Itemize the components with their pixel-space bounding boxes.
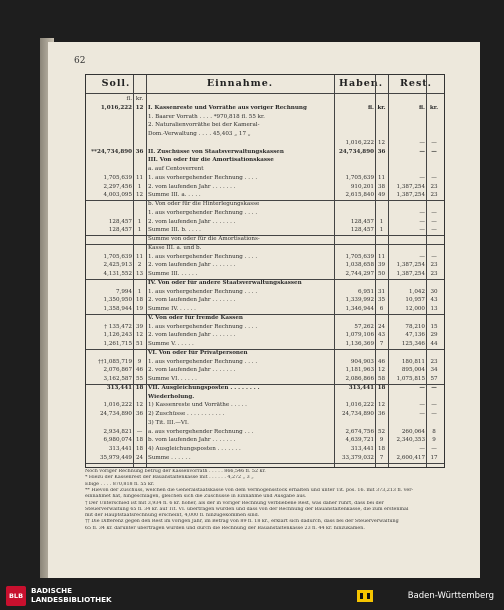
table-row: [86, 455, 444, 462]
table-row: [86, 192, 444, 199]
cell-r1: 1,042: [408, 288, 425, 295]
cell-s1: 35,979,449: [99, 454, 132, 461]
cell-r1: —: [419, 209, 425, 216]
cell-r1: —: [419, 384, 425, 391]
cell-h1: 2,744,297: [345, 271, 374, 277]
cell-h2: 12: [377, 139, 386, 146]
cell-s1: 1,016,222: [100, 104, 132, 111]
cell-r2: —: [431, 174, 437, 181]
cell-s2: 1: [137, 288, 142, 295]
cell-r1: 1,387,254: [396, 192, 425, 199]
blb-logo: BLB: [6, 586, 26, 606]
cell-r2: —: [431, 148, 437, 155]
cell-s1: 1,126,243: [103, 332, 132, 339]
cell-s2: 46: [135, 367, 144, 374]
cell-s2: 18: [135, 384, 144, 391]
table-row: [86, 306, 444, 313]
cell-r1: 2,600,417: [396, 454, 425, 461]
cell-h2: 46: [377, 358, 386, 365]
cell-s2: 18: [135, 437, 144, 444]
cell-h2: 52: [377, 428, 386, 435]
cell-s1: 2,425,913: [103, 262, 132, 269]
cell-s2: 1: [137, 227, 142, 234]
cell-r1: 1,387,254: [396, 271, 425, 277]
table-row: [86, 297, 444, 304]
cell-h2: 1: [379, 218, 384, 225]
cell-r2: 23: [430, 262, 438, 269]
cell-s2: 18: [135, 446, 144, 452]
table-row: [86, 376, 444, 383]
cell-h2: 31: [377, 288, 386, 295]
cell-r2: 13: [430, 306, 438, 312]
table-row: [86, 271, 444, 278]
cell-r1: 10,957: [405, 297, 425, 304]
cell-h2: 58: [377, 376, 386, 382]
cell-s1: 1,016,222: [103, 402, 132, 409]
cell-d: 2. vom laufenden Jahr . . . . . . .: [148, 367, 236, 374]
cell-d: 2. vom laufenden Jahr . . . . . . .: [148, 332, 236, 339]
cell-r2: 23: [430, 271, 438, 277]
table-row: [86, 262, 444, 269]
cell-s1: 313,441: [106, 384, 132, 391]
cell-h1: 57,262: [354, 323, 374, 330]
cell-r2: 29: [430, 332, 438, 339]
cell-h2: 38: [377, 183, 386, 190]
cell-r2: —: [431, 218, 437, 225]
table-row: [86, 429, 444, 436]
cell-s1: 3,162,587: [103, 376, 132, 382]
cell-h1: 910,201: [350, 183, 374, 190]
cell-s1: 1,350,950: [103, 297, 132, 304]
cell-s1: 2,934,821: [103, 428, 132, 435]
cell-h1: 2,086,866: [345, 376, 374, 382]
cell-r2: —: [431, 446, 437, 452]
cell-h1: 1,038,658: [345, 262, 374, 269]
cell-r1: 895,004: [401, 367, 425, 374]
cell-r2: 30: [430, 288, 438, 295]
table-row: [86, 184, 444, 191]
cell-s1: 1,705,639: [103, 253, 132, 260]
table-row: [86, 367, 444, 374]
cell-r2: kr.: [429, 104, 439, 111]
cell-r2: 57: [430, 376, 438, 382]
table-row: [86, 96, 444, 103]
table-row: [86, 140, 444, 147]
cell-s2: 2: [137, 262, 142, 269]
library-name-line2: LANDESBIBLIOTHEK: [31, 595, 112, 604]
cell-d: Summe III. b. . . . .: [148, 227, 201, 234]
cell-d: III. Von oder für die Amortisationskasse: [148, 157, 274, 164]
cell-d: 1) Kassenreste und Vorräthe . . . . .: [148, 402, 247, 409]
cell-s1: 1,705,639: [103, 174, 132, 181]
cell-d: I. Kassenreste und Vorräthe aus voriger Rechnung: [148, 104, 307, 111]
page-number: 62: [74, 56, 86, 66]
cell-h1: 128,457: [350, 227, 374, 234]
cell-r1: 47,136: [405, 332, 425, 339]
cell-s2: 12: [135, 402, 144, 409]
cell-d: b. vom laufenden Jahr . . . . . . .: [148, 437, 236, 444]
cell-h1: 1,136,369: [345, 341, 374, 347]
cell-s2: 12: [135, 332, 144, 339]
cell-h1: 24,734,890: [341, 411, 374, 417]
cell-d: Summe VI. . . . . .: [148, 376, 197, 382]
table-row: [86, 254, 444, 261]
cell-r2: —: [431, 253, 437, 260]
cell-r2: 9: [432, 437, 436, 444]
cell-d: 2. vom laufenden Jahr . . . . . . .: [148, 183, 236, 190]
cell-s1: 24,734,890: [99, 411, 132, 417]
cell-r1: —: [419, 139, 425, 146]
cell-r1: —: [419, 148, 425, 155]
cell-h1: 4,639,721: [345, 437, 374, 444]
cell-d: VII. Ausgleichungsposten . . . . . . . .: [148, 384, 260, 391]
cell-d: 1. aus vorhergehender Rechnung . . . .: [148, 209, 258, 216]
cell-h1: 6,951: [357, 288, 374, 295]
cell-d: Dom.-Verwaltung . . . . 45,403 „ 17 „: [148, 131, 251, 137]
table-row: [86, 122, 444, 129]
cell-d: 2. vom laufenden Jahr . . . . . . .: [148, 218, 236, 225]
cell-h1: 1,705,639: [345, 253, 374, 260]
cell-r2: —: [431, 384, 437, 391]
cell-s2: 55: [135, 376, 144, 382]
table-row: [86, 385, 444, 392]
cell-s1: 2,076,867: [103, 367, 132, 374]
cell-h1: 1,339,992: [345, 297, 374, 304]
cell-h2: 7: [379, 454, 384, 461]
cell-h2: 11: [377, 174, 386, 181]
cell-d: 4) Ausgleichungsposten . . . . . . .: [148, 446, 241, 452]
cell-h2: 35: [377, 297, 386, 304]
table-row: [86, 402, 444, 409]
footnote: Ebige . . . . 870,818 fl. 55 kr.: [85, 481, 155, 487]
table-row: [86, 324, 444, 331]
library-name: [31, 586, 112, 604]
cell-s2: 13: [135, 271, 144, 277]
cell-r2: 17: [430, 454, 438, 461]
header-divider: [86, 93, 444, 94]
cell-s2: 11: [135, 253, 144, 260]
cell-r1: fl.: [418, 104, 425, 111]
footnote: ** Hievon der Zuschuss, welchen die Generalstaatskasse von dem Vermögensstock erhalten und unter Tit. pos. 16. mit 373,213 fl. ver-: [85, 487, 414, 493]
cell-r2: 23: [430, 192, 438, 199]
cell-d: II. Zuschüsse von Staatsverwaltungskassen: [148, 148, 284, 155]
cell-h2: 12: [377, 367, 386, 374]
cell-s2: 18: [135, 297, 144, 304]
cell-h2: 50: [377, 271, 386, 277]
cell-d: 2. vom laufenden Jahr . . . . . . .: [148, 262, 236, 269]
cell-d: V. Von oder für fremde Kassen: [148, 314, 243, 321]
cell-h2: 43: [377, 332, 386, 339]
cell-d: 2. vom laufenden Jahr . . . . . . .: [148, 297, 236, 304]
table-row: [86, 341, 444, 348]
cell-r1: 125,346: [401, 341, 425, 347]
cell-d: 1. aus vorhergehender Rechnung . . . .: [148, 358, 258, 365]
cell-d: a. aus vorhergehender Rechnung . . .: [148, 428, 254, 435]
table-row: [86, 420, 444, 427]
cell-s2: 1: [137, 218, 142, 225]
footnote: einnahmet hat, hingeschlagen, gleichen sich die Zuschüsse in Einnahme und Ausgabe aus.: [85, 494, 307, 500]
cell-s1: 1,261,715: [103, 341, 132, 347]
cell-d: a. auf Centoverrent: [148, 166, 204, 172]
cell-d: 1. aus vorhergehender Rechnung . . . .: [148, 253, 258, 260]
cell-r1: 180,811: [401, 358, 425, 365]
table-row: [86, 245, 444, 252]
state-name: Baden-Württemberg: [407, 591, 494, 601]
cell-r2: —: [431, 227, 437, 234]
table-row: [86, 210, 444, 217]
cell-h1: 1,016,222: [345, 402, 374, 409]
cell-s1: † 135,472: [104, 323, 132, 330]
footnote: † Der Unterschied ist mit 3,934 fl. 6 kr. hoher, als der in voriger Rechnung verbliebene Rest, was daher rührt, dass bei der: [85, 500, 384, 506]
cell-r1: 1,387,254: [396, 183, 425, 190]
cell-s1: fl.: [126, 96, 132, 102]
cell-h2: 36: [377, 411, 386, 417]
cell-d: Summe IV. . . . . .: [148, 306, 196, 312]
ledger-table: [85, 74, 445, 468]
header-soll: Soll.: [101, 78, 131, 89]
footnote: 65 fl. 34 kr. darunter übertragen wurden und durch die Rechnung der Bauanstaltenkasse 23 fl. 44 kr. hinzukamen.: [85, 525, 365, 531]
cell-r2: —: [431, 139, 437, 146]
cell-h1: fl.: [367, 104, 374, 111]
cell-h1: 1,705,639: [345, 174, 374, 181]
cell-r1: —: [419, 253, 425, 260]
cell-h2: 1: [379, 227, 384, 234]
footnote: mit der Hauptstaatsrechnung erscheint, 4,000 fl. hinzugekommen sind.: [85, 513, 260, 519]
cell-d: Summe von oder für die Amortisations-: [148, 236, 260, 242]
cell-r1: —: [419, 446, 425, 452]
cell-s2: 36: [135, 411, 144, 417]
cell-h2: kr.: [377, 104, 386, 111]
cell-h2: 11: [377, 253, 386, 260]
cell-d: 2. Naturalienvorräthe bei der Kameral-: [148, 122, 260, 129]
cell-s2: —: [136, 428, 143, 435]
cell-h1: 2,615,840: [345, 192, 374, 199]
cell-h1: 128,457: [350, 218, 374, 225]
table-row: [86, 149, 444, 156]
table-row: [86, 131, 444, 138]
table-row: [86, 236, 444, 243]
cell-r2: 34: [430, 367, 438, 374]
cell-h2: 18: [377, 384, 386, 391]
cell-d: 1. aus vorhergehender Rechnung . . . .: [148, 174, 258, 181]
table-row: [86, 289, 444, 296]
cell-s2: 12: [135, 192, 144, 199]
cell-h2: 24: [377, 323, 386, 330]
cell-h1: 904,903: [350, 358, 374, 365]
cell-r2: 23: [430, 183, 438, 190]
cell-r1: 1,075,815: [396, 376, 425, 382]
cell-s2: 9: [137, 358, 142, 365]
cell-s1: 4,131,552: [103, 271, 132, 277]
cell-s2: 39: [135, 323, 144, 330]
cell-h2: 36: [377, 148, 386, 155]
cell-s1: 2,297,456: [103, 183, 132, 190]
cell-r2: —: [431, 411, 437, 417]
cell-s1: 4,003,095: [103, 192, 132, 199]
cell-h1: 1,346,944: [345, 306, 374, 312]
cell-s1: **24,734,890: [91, 148, 132, 155]
cell-r1: 2,340,353: [396, 437, 425, 444]
cell-s1: 7,994: [115, 288, 132, 295]
cell-s2: kr.: [135, 96, 144, 102]
table-row: [86, 219, 444, 226]
cell-d: Summe III. . . . . .: [148, 271, 198, 277]
cell-r2: 23: [430, 358, 438, 365]
footnote: Steuerverwaltung 65 fl. 34 kr. auf Tit. VI. übertragen wurden und dass von der Rechnung der Bauanstaltenkasse, die zum erstenmal: [85, 506, 409, 512]
cell-d: 2) Zuschüsse . . . . . . . . . . .: [148, 411, 225, 417]
cell-h2: 6: [379, 306, 384, 312]
cell-s1: ††1,085,719: [97, 358, 132, 365]
cell-s2: 1: [137, 183, 142, 190]
cell-s1: 128,457: [108, 218, 132, 225]
table-row: [86, 332, 444, 339]
table-row: [86, 227, 444, 234]
table-row: [86, 166, 444, 173]
cell-h2: 12: [377, 402, 386, 409]
cell-r1: 12,000: [405, 306, 425, 312]
cell-d: VI. Von oder für Privatpersonen: [148, 349, 248, 356]
cell-r2: —: [431, 209, 437, 216]
cell-h1: 1,016,222: [345, 139, 374, 146]
cell-h2: 49: [377, 192, 386, 199]
cell-h1: 313,441: [350, 446, 374, 452]
cell-s1: 128,457: [108, 227, 132, 234]
cell-r1: —: [419, 411, 425, 417]
cell-h2: 18: [377, 446, 386, 452]
table-row: [86, 105, 444, 112]
cell-s2: 19: [135, 306, 144, 312]
cell-r1: —: [419, 218, 425, 225]
cell-r2: 44: [430, 341, 438, 347]
cell-r1: —: [419, 174, 425, 181]
cell-s2: 11: [135, 174, 144, 181]
cell-r1: —: [419, 402, 425, 409]
table-row: [86, 411, 444, 418]
table-row: [86, 350, 444, 357]
cell-r1: 78,210: [405, 323, 425, 330]
cell-s2: 12: [135, 104, 144, 111]
cell-s2: 36: [135, 148, 144, 155]
cell-d: Wiederholung.: [148, 393, 195, 400]
cell-d: b. Von oder für die Hinterlegungskasse: [148, 201, 260, 207]
cell-h1: 24,734,890: [338, 148, 374, 155]
cell-d: 3) Tit. III.—VI.: [148, 419, 189, 426]
footnote: * Hiezu der Kassenrest der Bauanstaltenkasse mit . . . . . . 4,272 „ 3 „: [85, 475, 254, 481]
cell-h2: 9: [379, 437, 384, 444]
cell-h2: 7: [379, 341, 384, 347]
cell-r2: 8: [432, 428, 436, 435]
table-row: [86, 315, 444, 322]
cell-h1: 33,379,032: [341, 454, 374, 461]
cell-d: Summe III. a. . . . .: [148, 192, 201, 199]
cell-s2: 51: [135, 341, 144, 347]
cell-d: IV. Von oder für andere Staatsverwaltungskassen: [148, 279, 302, 286]
cell-s2: 24: [135, 454, 144, 461]
header-einnahme: Einnahme.: [206, 78, 274, 89]
cell-r2: —: [431, 402, 437, 409]
table-row: [86, 114, 444, 121]
table-row: [86, 157, 444, 164]
cell-h1: 313,441: [348, 384, 374, 391]
cell-h2: 39: [377, 262, 386, 269]
header-haben: Haben.: [338, 78, 384, 89]
cell-h1: 1,079,106: [345, 332, 374, 339]
cell-r2: 43: [430, 297, 438, 304]
cell-d: 1. aus vorhergehender Rechnung . . . .: [148, 288, 258, 295]
table-row: [86, 446, 444, 453]
cell-r1: 260,064: [401, 428, 425, 435]
cell-d: 1. aus vorhergehender Rechnung . . . .: [148, 323, 258, 330]
library-name-line1: BADISCHE: [31, 586, 73, 595]
footnote: †† Die Differenz gegen den Rest im vorigen Jahr, im Betrag von 89 fl. 18 kr., erklärt sich dadurch, dass bei der Steuerverwaltung: [85, 519, 399, 525]
cell-s1: 1,358,944: [103, 306, 132, 312]
cell-d: 1. Baarer Vorrath . . . . *970,818 fl. 55 kr.: [148, 113, 265, 120]
cell-h1: 2,674,756: [345, 428, 374, 435]
cell-s1: 6,980,074: [103, 437, 132, 444]
cell-r1: 1,387,254: [396, 262, 425, 269]
header-rest: Rest.: [400, 78, 432, 89]
table-row: [86, 437, 444, 444]
cell-r2: 15: [430, 323, 438, 330]
table-row: [86, 394, 444, 401]
cell-d: Kasse III. a. und b.: [148, 244, 202, 251]
cell-h1: 1,181,963: [345, 367, 374, 374]
sum-divider: [86, 463, 444, 464]
table-row: [86, 359, 444, 366]
cell-s1: 313,441: [108, 446, 132, 452]
table-row: [86, 175, 444, 182]
cell-d: Summe . . . . . .: [148, 454, 191, 461]
cell-d: Summe V. . . . . .: [148, 341, 194, 347]
footnote: Noch voriger Rechnung betrug der Kassenvorrath . . . . . 866,546 fl. 52 kr.: [85, 469, 266, 474]
coat-of-arms-icon: [356, 588, 374, 604]
cell-r1: —: [419, 227, 425, 234]
table-row: [86, 201, 444, 208]
table-row: [86, 280, 444, 287]
